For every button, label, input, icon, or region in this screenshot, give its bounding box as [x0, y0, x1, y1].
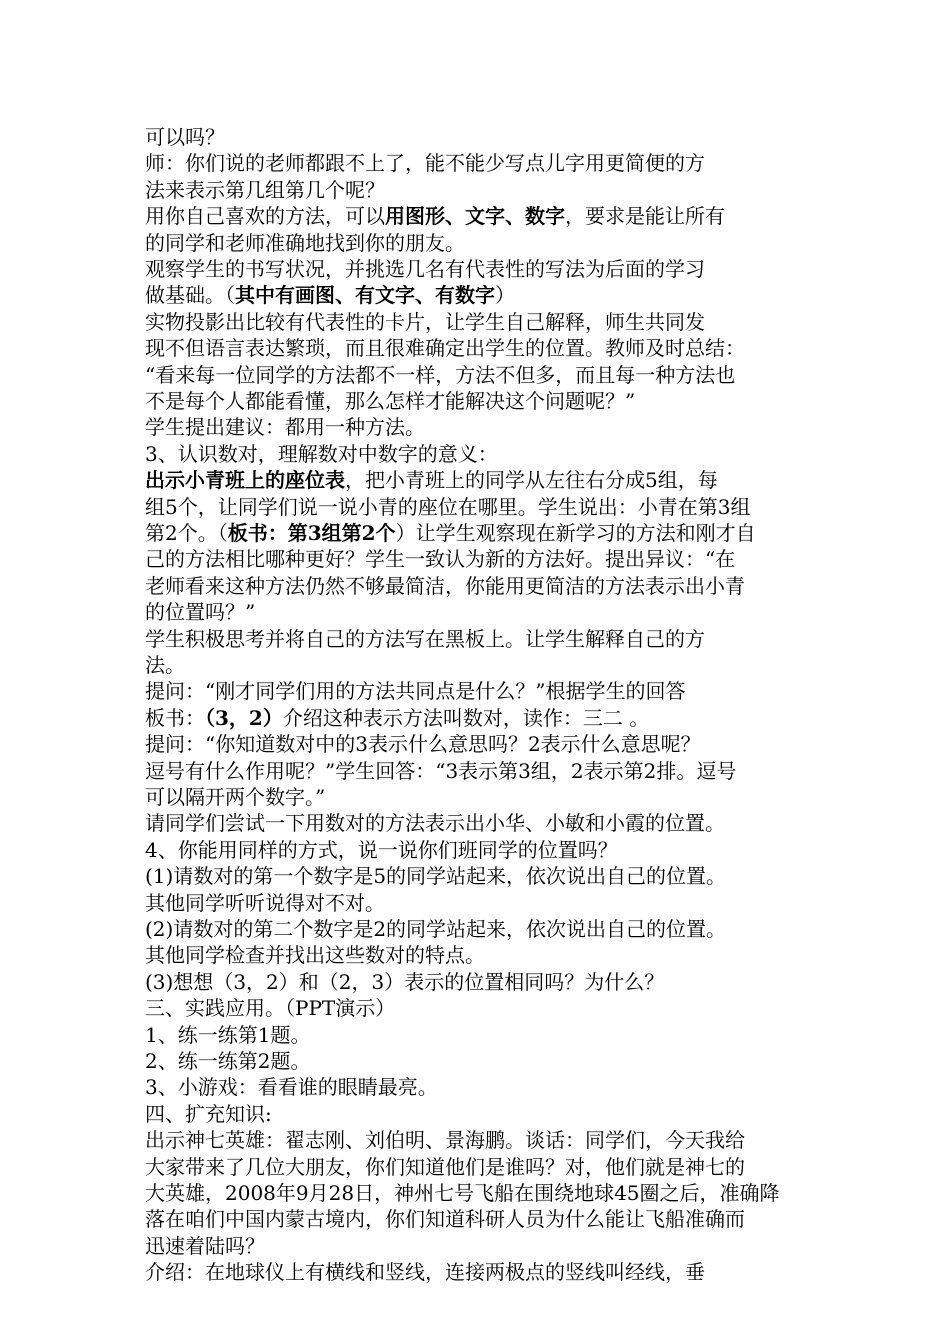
text-segment: 用你自己喜欢的方法，可以 — [145, 204, 385, 229]
text-segment: 实物投影出比较有代表性的卡片，让学生自己解释，师生共同发 — [145, 309, 705, 334]
text-segment: 做基础。（ — [145, 283, 235, 308]
text-segment: 师：你们说的老师都跟不上了，能不能少写点儿字用更简便的方 — [145, 151, 705, 176]
text-segment: ，把小青班上的同学从左往右分成5组，每 — [345, 468, 718, 493]
text-line — [145, 758, 736, 784]
text-segment: 的位置吗？” — [145, 600, 256, 625]
text-line — [145, 599, 255, 625]
bold-text-segment: 出示小青班上的座位表 — [145, 468, 345, 493]
text-line — [145, 256, 705, 282]
text-segment: 大英雄，2008年9月28日，神州七号飞船在围绕地球45圈之后，准确降 — [145, 1181, 780, 1205]
text-segment: 介绍这种表示方法叫数对，读作：三二 。 — [282, 705, 650, 730]
text-segment: 其他同学听听说得对不对。 — [145, 890, 385, 915]
text-segment: 请同学们尝试一下用数对的方法表示出小华、小敏和小霞的位置。 — [145, 811, 725, 836]
text-line — [145, 203, 725, 229]
text-line — [145, 177, 385, 203]
bold-text-segment: 板书：第3组第2个 — [227, 521, 396, 545]
text-line — [145, 731, 701, 757]
text-line — [145, 1180, 780, 1206]
text-line — [145, 1074, 438, 1100]
text-segment: 板书： — [145, 705, 205, 730]
text-line — [145, 124, 225, 150]
text-segment: ） — [495, 283, 515, 308]
text-segment: 3、小游戏：看看谁的眼睛最亮。 — [145, 1075, 438, 1100]
text-line — [145, 150, 705, 176]
bold-text-segment: 用图形、文字、数字 — [385, 204, 565, 229]
bold-text-segment: （3，2） — [205, 705, 283, 730]
text-line — [145, 546, 735, 572]
text-segment: 观察学生的书写状况，并挑选几名有代表性的写法为后面的学习 — [145, 257, 705, 281]
text-segment: 的同学和老师准确地找到你的朋友。 — [145, 230, 465, 255]
text-segment: 落在咱们中国内蒙古境内，你们知道科研人员为什么能让飞船准确而 — [145, 1207, 745, 1232]
text-line — [145, 230, 465, 256]
text-segment: 可以吗？ — [145, 125, 225, 149]
text-segment: 提问：“你知道数对中的3表示什么意思吗？2表示什么意思呢？ — [145, 732, 701, 757]
text-segment: 4、你能用同样的方式，说一说你们班同学的位置吗？ — [145, 837, 618, 862]
text-line — [145, 995, 395, 1021]
text-segment: 现不但语言表达繁琐，而且很难确定出学生的位置。教师及时总结： — [145, 336, 745, 361]
text-line — [145, 1233, 265, 1259]
bold-text-segment: 其中有画图、有文字、有数字 — [235, 283, 495, 308]
text-line — [145, 362, 735, 388]
text-segment: 提问：“刚才同学们用的方法共同点是什么？”根据学生的回答 — [145, 679, 686, 704]
text-line — [145, 705, 649, 731]
text-line — [145, 388, 635, 414]
text-segment: (2)请数对的第二个数字是2的同学站起来，依次说出自己的位置。 — [145, 917, 727, 941]
text-segment: 老师看来这种方法仍然不够最简洁，你能用更简洁的方法表示出小青 — [145, 573, 745, 598]
text-segment: “看来每一位同学的方法都不一样，方法不但多，而且每一种方法也 — [145, 362, 736, 387]
text-line — [145, 441, 498, 467]
text-segment: (3)想想（3，2）和（2，3）表示的位置相同吗？为什么？ — [145, 969, 665, 994]
text-segment: 法。 — [145, 653, 185, 677]
text-segment: 3、认识数对，理解数对中数字的意义： — [145, 441, 498, 466]
text-segment: 法来表示第几组第几个呢？ — [145, 177, 385, 202]
text-line — [145, 652, 185, 678]
text-segment: 四、扩充知识: — [145, 1101, 272, 1126]
text-line — [145, 810, 725, 836]
text-line — [145, 1101, 272, 1127]
text-segment: 三、实践应用。（PPT演示） — [145, 996, 396, 1021]
text-segment: 第2个。（ — [145, 521, 228, 545]
text-segment: 2、练一练第2题。 — [145, 1049, 311, 1073]
text-line — [145, 784, 325, 810]
text-segment: 大家带来了几位大朋友，你们知道他们是谁吗？对，他们就是神七的 — [145, 1154, 745, 1179]
text-line — [145, 942, 485, 968]
text-line — [145, 1154, 745, 1180]
text-line — [145, 626, 705, 652]
text-segment: 可以隔开两个数字。” — [145, 785, 326, 809]
text-line — [145, 282, 515, 308]
text-segment: ）让学生观察现在新学习的方法和刚才自 — [395, 521, 756, 545]
text-segment: 学生提出建议：都用一种方法。 — [145, 415, 425, 440]
text-segment: 介绍：在地球仪上有横线和竖线，连接两极点的竖线叫经线，垂 — [145, 1260, 705, 1285]
text-segment: 出示神七英雄：翟志刚、刘伯明、景海鹏。谈话：同学们，今天我给 — [145, 1128, 745, 1153]
text-line — [145, 969, 664, 995]
text-line — [145, 1259, 705, 1285]
text-line — [145, 309, 705, 335]
text-line — [145, 837, 618, 863]
text-segment: 组5个，让同学们说一说小青的座位在哪里。学生说出：小青在第3组 — [145, 494, 751, 519]
text-segment: 迅速着陆吗？ — [145, 1233, 265, 1258]
text-line — [145, 890, 385, 916]
text-line — [145, 1206, 745, 1232]
text-line — [145, 335, 745, 361]
text-line — [145, 494, 750, 520]
text-line — [145, 678, 685, 704]
text-segment: 己的方法相比哪种更好？学生一致认为新的方法好。提出异议：“在 — [145, 547, 736, 572]
text-segment: 其他同学检查并找出这些数对的特点。 — [145, 943, 485, 968]
text-segment: 1、练一练第1题。 — [145, 1022, 311, 1047]
text-line — [145, 520, 756, 546]
text-segment: 逗号有什么作用呢？”学生回答：“3表示第3组，2表示第2排。逗号 — [145, 758, 737, 783]
text-line — [145, 467, 718, 493]
text-line — [145, 1022, 310, 1048]
text-segment: 不是每个人都能看懂，那么怎样才能解决这个问题呢？” — [145, 389, 636, 413]
text-segment: 学生积极思考并将自己的方法写在黑板上。让学生解释自己的方 — [145, 626, 705, 651]
text-line — [145, 1048, 310, 1074]
text-line — [145, 414, 425, 440]
text-segment: ，要求是能让所有 — [565, 204, 725, 229]
text-segment: (1)请数对的第一个数字是5的同学站起来，依次说出自己的位置。 — [145, 864, 727, 889]
text-line — [145, 916, 726, 942]
text-line — [145, 1127, 745, 1153]
text-line — [145, 863, 726, 889]
text-line — [145, 573, 745, 599]
